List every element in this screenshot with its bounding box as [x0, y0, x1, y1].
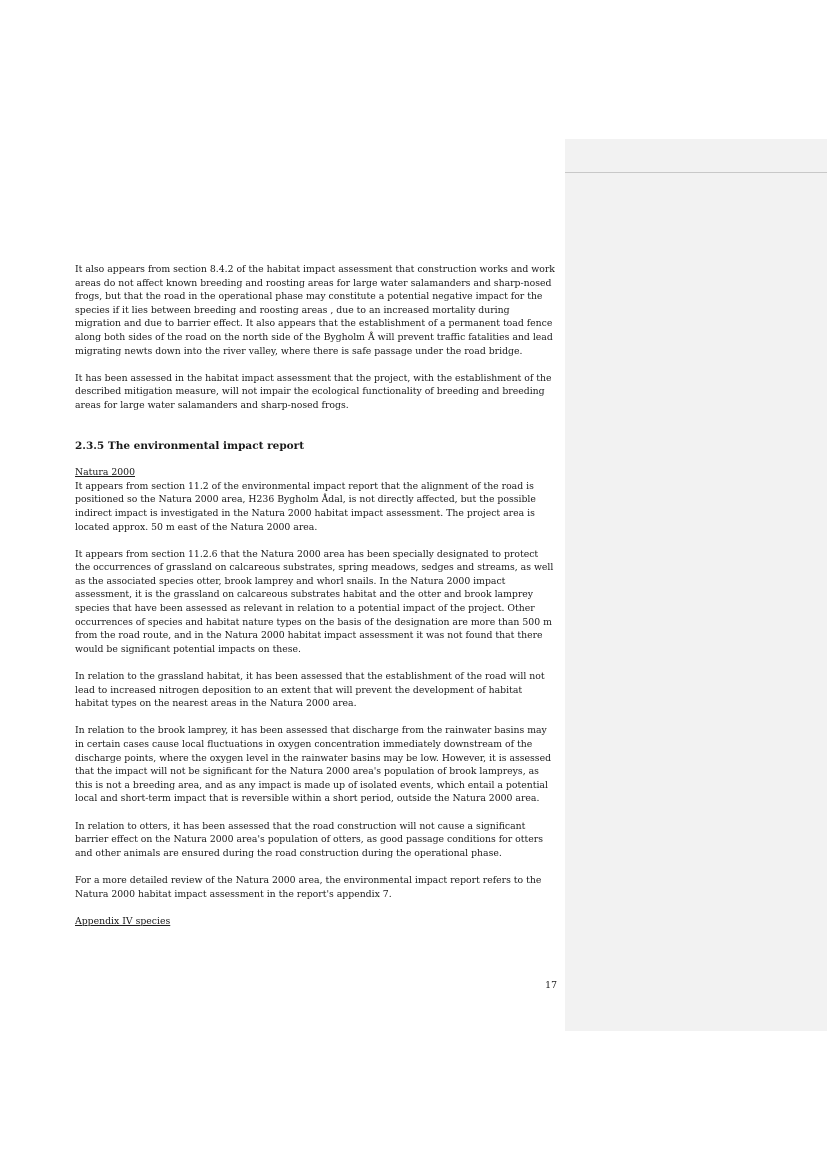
- section-heading: 2.3.5 The environmental impact report: [75, 439, 305, 452]
- paragraph-appendix: [75, 915, 555, 929]
- paragraph-otters: In relation to otters, it has been assessed that the road construction will not cause a significant barrier effect on the Natura 2000 area's population of otters, as good passage conditions for otters and other animals are ensured during the road construction during the operational phase.: [75, 820, 543, 859]
- subheading-appendix-iv: Appendix IV species: [75, 915, 171, 927]
- paragraph-designation: It appears from section 11.2.6 that the Natura 2000 area has been specially designated to protect the occurrences of grassland on calcareous substrates, spring meadows, sedges and streams, as well as the associated species otter, brook lamprey and whorl snails. In the Natura 2000 impact assessment, it is the grassland on calcareous substrates habitat and the otter and brook lamprey species that have been assessed as relevant in relation to a potential impact of the project. Other occurrences of species and habitat nature types on the basis of the designation are more than 500 m from the road route, and in the Natura 2000 habitat impact assessment it was not found that there would be significant potential impacts on these.: [75, 548, 554, 655]
- paragraph-brook-lamprey: In relation to the brook lamprey, it has been assessed that discharge from the rainwater basins may in certain cases cause local fluctuations in oxygen concentration immediately downstream of the discharge points, where the oxygen level in the rainwater basins may be low. However, it is assessed that the impact will not be significant for the Natura 2000 area's population of brook lampreys, as this is not a breeding area, and as any impact is made up of isolated events, which entail a potential local and short-term impact that is reversible within a short period, outside the Natura 2000 area.: [75, 725, 552, 805]
- paragraph-detailed-review: For a more detailed review of the Natura 2000 area, the environmental impact report refers to the Natura 2000 habitat impact assessment in the report's appendix 7.: [75, 874, 542, 900]
- natura-intro-text: It appears from section 11.2 of the environmental impact report that the alignment of the road is positioned so the Natura 2000 area, H236 Bygholm Ådal, is not directly affected, but the possible indirect impact is investigated in the Natura 2000 habitat impact assessment. The project area is located approx. 50 m east of the Natura 2000 area.: [75, 480, 536, 533]
- paragraph-mitigation: It also appears from section 8.4.2 of the habitat impact assessment that construction works and work areas do not affect known breeding and roosting areas for large water salamanders and sharp-nosed frogs, but that the road in the operational phase may constitute a potential negative impact for the species if it lies between breeding and roosting areas , due to an increased mortality during migration and due to barrier effect. It also appears that the establishment of a permanent toad fence along both sides of the road on the north side of the Bygholm Å will prevent traffic fatalities and lead migrating newts down into the river valley, where there is safe passage under the road bridge.: [75, 264, 555, 357]
- page-number: 17: [545, 980, 557, 991]
- paragraph-natura-intro: [75, 466, 555, 534]
- comment-separator: [565, 172, 827, 173]
- paragraph-assessment: It has been assessed in the habitat impact assessment that the project, with the establishment of the described mitigation measure, will not impair the ecological functionality of breeding and breeding areas for large water salamanders and sharp-nosed frogs.: [75, 372, 552, 411]
- comment-pane: [565, 139, 827, 1031]
- paragraph-grassland: In relation to the grassland habitat, it has been assessed that the establishment of the road will not lead to increased nitrogen deposition to an extent that will prevent the development of habitat habitat types on the nearest areas in the Natura 2000 area.: [75, 671, 545, 710]
- subheading-natura-2000: Natura 2000: [75, 467, 136, 479]
- document-body: [75, 263, 555, 942]
